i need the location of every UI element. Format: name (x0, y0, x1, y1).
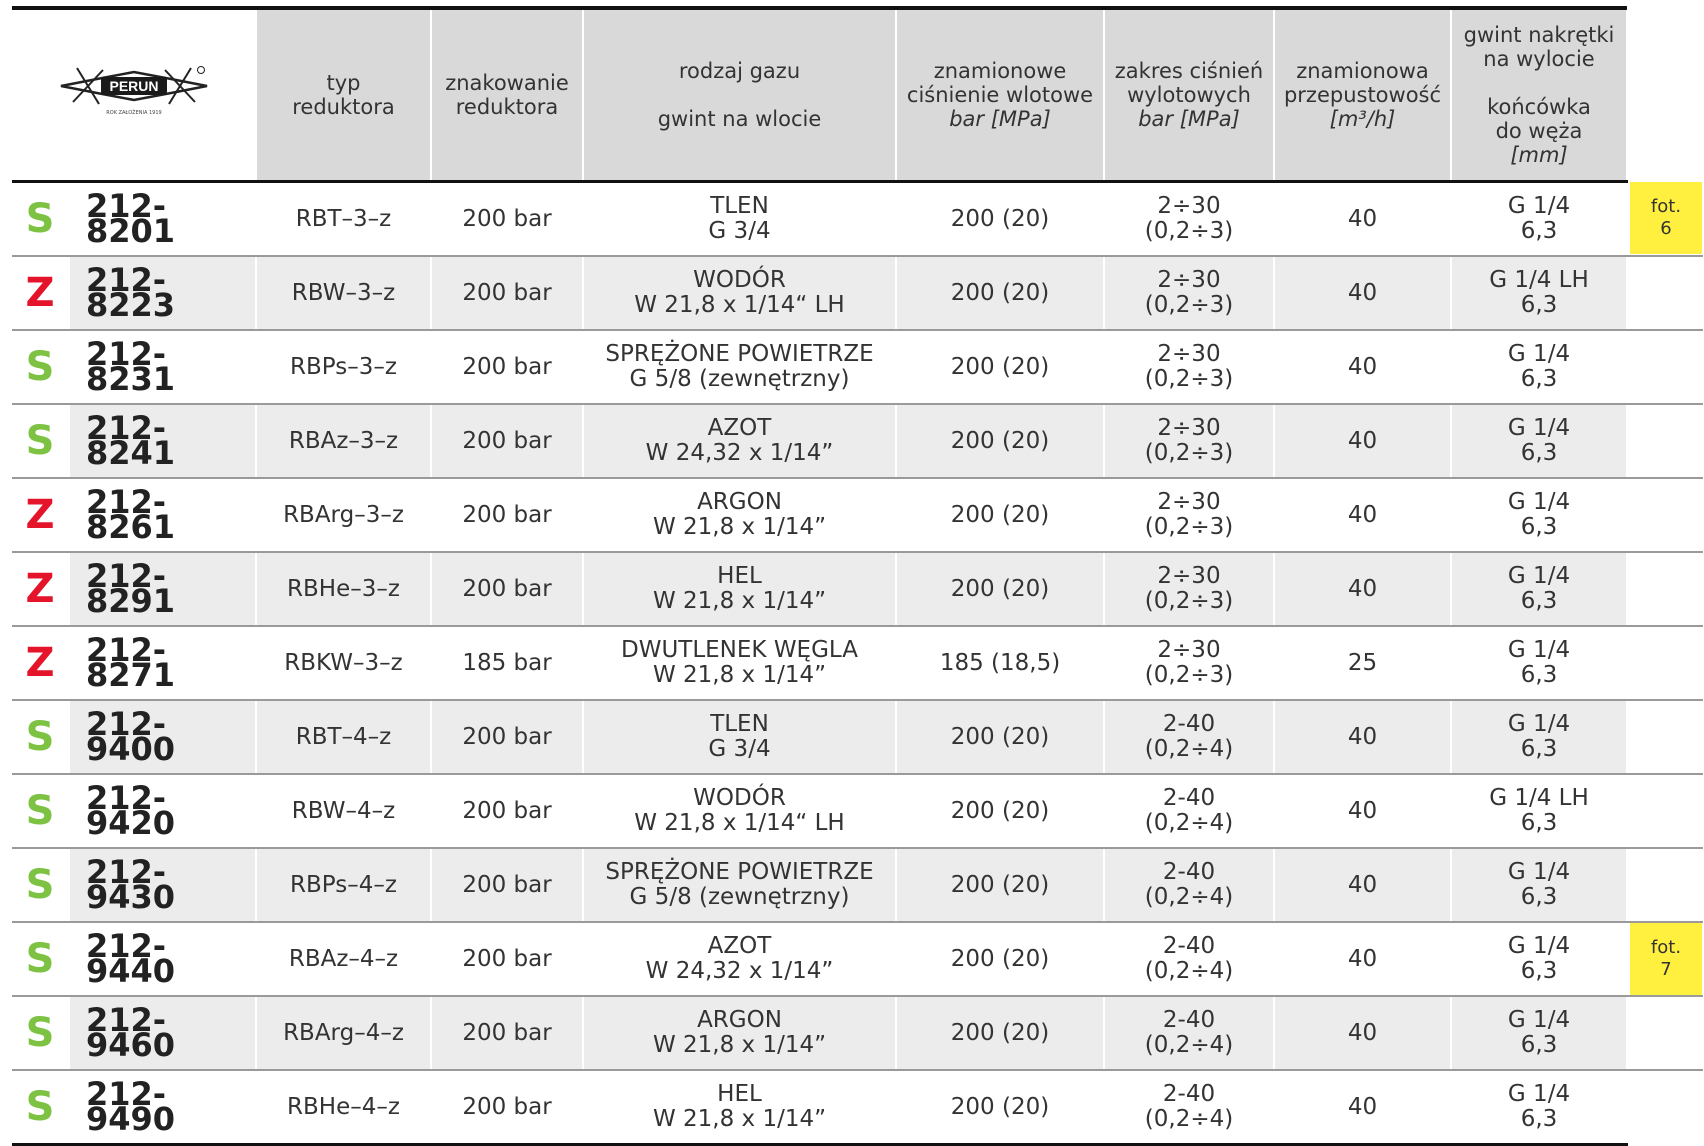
outlet-nut-thread: G 1/4 (1507, 341, 1571, 367)
availability-mark: S (25, 936, 55, 982)
regulator-marking: 200 bar (431, 478, 583, 552)
outlet-range-mpa: (0,2÷4) (1144, 810, 1234, 836)
availability-mark: S (25, 1010, 55, 1056)
outlet-range-mpa: (0,2÷4) (1144, 884, 1234, 910)
product-code: 212-8291 (69, 552, 256, 626)
hose-nozzle-size: 6,3 (1520, 292, 1558, 318)
outlet-range-mpa: (0,2÷3) (1144, 514, 1234, 540)
availability-mark: Z (25, 270, 55, 316)
inlet-pressure: 200 (20) (896, 1070, 1104, 1145)
product-code: 212-9490 (69, 1070, 256, 1145)
gas-type-cell (583, 774, 896, 848)
photo-note-cell (1627, 996, 1703, 1070)
logo-cell (12, 10, 256, 182)
availability-mark-cell (12, 182, 69, 257)
regulator-type: RBW–3–z (256, 256, 431, 330)
photo-note-badge (1630, 182, 1702, 254)
photo-note-cell (1627, 922, 1703, 996)
nominal-flow: 40 (1274, 552, 1451, 626)
col-header-typ: typ reduktora (256, 10, 431, 182)
availability-mark-cell (12, 1070, 69, 1145)
gas-name: HEL (717, 563, 762, 589)
col-header-rodzaj-gazu: rodzaj gazu gwint na wlocie (583, 10, 896, 182)
inlet-pressure: 200 (20) (896, 182, 1104, 257)
table-row (12, 996, 1703, 1070)
inlet-pressure: 200 (20) (896, 404, 1104, 478)
product-code: 212-8271 (69, 626, 256, 700)
logo-tagline: ROK ZAŁOŻENIA 1919 (105, 110, 162, 116)
product-code: 212-8261 (69, 478, 256, 552)
photo-note-cell (1627, 256, 1703, 330)
product-code: 212-8241 (69, 404, 256, 478)
regulator-marking: 200 bar (431, 330, 583, 404)
product-code: 212-9420 (69, 774, 256, 848)
outlet-range-bar: 2-40 (1162, 711, 1216, 737)
photo-note-cell (1627, 404, 1703, 478)
outlet-nut-thread: G 1/4 (1507, 711, 1571, 737)
photo-note-cell (1627, 478, 1703, 552)
gas-name: HEL (717, 1081, 762, 1107)
inlet-pressure: 185 (18,5) (896, 626, 1104, 700)
inlet-pressure: 200 (20) (896, 922, 1104, 996)
availability-mark-cell (12, 996, 69, 1070)
gas-type-cell (583, 700, 896, 774)
hose-nozzle-size: 6,3 (1520, 662, 1558, 688)
outlet-range-bar: 2-40 (1162, 933, 1216, 959)
regulator-marking: 200 bar (431, 848, 583, 922)
photo-note-cell (1627, 330, 1703, 404)
outlet-nut-thread: G 1/4 (1507, 415, 1571, 441)
regulator-marking: 200 bar (431, 774, 583, 848)
outlet-range-mpa: (0,2÷4) (1144, 736, 1234, 762)
inlet-thread: W 24,32 x 1/14” (645, 958, 834, 984)
gas-type-cell (583, 182, 896, 257)
hose-nozzle-size: 6,3 (1520, 810, 1558, 836)
inlet-thread: W 24,32 x 1/14” (645, 440, 834, 466)
product-code: 212-9430 (69, 848, 256, 922)
gas-type-cell (583, 330, 896, 404)
regulator-marking: 200 bar (431, 996, 583, 1070)
hose-nozzle-size: 6,3 (1520, 218, 1558, 244)
note-header (1627, 10, 1703, 182)
nominal-flow: 40 (1274, 182, 1451, 257)
nominal-flow: 40 (1274, 1070, 1451, 1145)
inlet-pressure: 200 (20) (896, 700, 1104, 774)
hose-nozzle-size: 6,3 (1520, 1106, 1558, 1132)
gas-name: DWUTLENEK WĘGLA (621, 637, 858, 663)
regulator-type: RBPs–4–z (256, 848, 431, 922)
gas-type-cell (583, 848, 896, 922)
regulator-type: RBHe–3–z (256, 552, 431, 626)
outlet-range-mpa: (0,2÷4) (1144, 1106, 1234, 1132)
inlet-pressure: 200 (20) (896, 848, 1104, 922)
product-code: 212-9400 (69, 700, 256, 774)
perun-logo (59, 62, 209, 128)
gas-name: AZOT (707, 933, 772, 959)
availability-mark-cell (12, 478, 69, 552)
inlet-pressure: 200 (20) (896, 478, 1104, 552)
nominal-flow: 40 (1274, 922, 1451, 996)
outlet-range-cell (1104, 774, 1274, 848)
outlet-range-cell (1104, 404, 1274, 478)
gas-name: WODÓR (693, 785, 786, 811)
gas-type-cell (583, 256, 896, 330)
regulator-marking: 200 bar (431, 404, 583, 478)
perun-logo-icon (59, 62, 209, 128)
nominal-flow: 40 (1274, 404, 1451, 478)
outlet-nut-thread: G 1/4 (1507, 1081, 1571, 1107)
regulator-marking: 200 bar (431, 256, 583, 330)
outlet-range-bar: 2-40 (1162, 785, 1216, 811)
photo-note-cell (1627, 552, 1703, 626)
hose-nozzle-size: 6,3 (1520, 366, 1558, 392)
outlet-nut-thread: G 1/4 (1507, 193, 1571, 219)
inlet-pressure: 200 (20) (896, 774, 1104, 848)
gas-type-cell (583, 922, 896, 996)
outlet-nut-cell (1451, 404, 1627, 478)
availability-mark: Z (25, 566, 55, 612)
photo-note-badge (1630, 923, 1702, 995)
photo-note-cell (1627, 700, 1703, 774)
gas-type-cell (583, 1070, 896, 1145)
availability-mark-cell (12, 330, 69, 404)
nominal-flow: 25 (1274, 626, 1451, 700)
outlet-range-bar: 2-40 (1162, 1007, 1216, 1033)
col-header-gwint-nakretki: gwint nakrętki na wylocie końcówka do węża [mm] (1451, 10, 1627, 182)
regulator-type: RBT–3–z (256, 182, 431, 257)
table-header (12, 10, 1703, 182)
nominal-flow: 40 (1274, 330, 1451, 404)
regulator-marking: 200 bar (431, 182, 583, 257)
outlet-nut-cell (1451, 848, 1627, 922)
outlet-nut-cell (1451, 996, 1627, 1070)
inlet-thread: W 21,8 x 1/14“ LH (634, 292, 845, 318)
inlet-thread: G 3/4 (708, 736, 771, 762)
hose-nozzle-size: 6,3 (1520, 736, 1558, 762)
inlet-thread: W 21,8 x 1/14“ LH (634, 810, 845, 836)
table-row (12, 774, 1703, 848)
availability-mark-cell (12, 700, 69, 774)
outlet-nut-cell (1451, 182, 1627, 257)
product-code: 212-8223 (69, 256, 256, 330)
photo-note-number: 7 (1660, 959, 1672, 980)
outlet-range-cell (1104, 996, 1274, 1070)
hose-nozzle-size: 6,3 (1520, 958, 1558, 984)
outlet-nut-thread: G 1/4 LH (1489, 785, 1589, 811)
regulator-type: RBT–4–z (256, 700, 431, 774)
hose-nozzle-size: 6,3 (1520, 884, 1558, 910)
outlet-range-bar: 2÷30 (1157, 193, 1221, 219)
gas-type-cell (583, 478, 896, 552)
table-row (12, 182, 1703, 257)
availability-mark-cell (12, 922, 69, 996)
outlet-range-bar: 2÷30 (1157, 341, 1221, 367)
availability-mark: S (25, 418, 55, 464)
availability-mark-cell (12, 848, 69, 922)
outlet-range-cell (1104, 922, 1274, 996)
photo-note-cell (1627, 774, 1703, 848)
outlet-range-bar: 2-40 (1162, 1081, 1216, 1107)
outlet-range-mpa: (0,2÷3) (1144, 440, 1234, 466)
outlet-range-bar: 2÷30 (1157, 415, 1221, 441)
col-header-znakowanie: znakowanie reduktora (431, 10, 583, 182)
availability-mark: S (25, 196, 55, 242)
col-header-zakres: zakres ciśnień wylotowych bar [MPa] (1104, 10, 1274, 182)
gas-name: AZOT (707, 415, 772, 441)
table-row (12, 552, 1703, 626)
inlet-thread: G 5/8 (zewnętrzny) (629, 366, 850, 392)
table-row (12, 922, 1703, 996)
availability-mark: S (25, 1084, 55, 1130)
gas-name: TLEN (710, 193, 769, 219)
table-row (12, 1070, 1703, 1145)
availability-mark-cell (12, 256, 69, 330)
regulator-type: RBAz–3–z (256, 404, 431, 478)
regulator-marking: 185 bar (431, 626, 583, 700)
outlet-range-cell (1104, 478, 1274, 552)
gas-type-cell (583, 552, 896, 626)
inlet-pressure: 200 (20) (896, 256, 1104, 330)
inlet-thread: G 3/4 (708, 218, 771, 244)
hose-nozzle-size: 6,3 (1520, 514, 1558, 540)
inlet-thread: W 21,8 x 1/14” (652, 514, 827, 540)
gas-type-cell (583, 996, 896, 1070)
table-row (12, 330, 1703, 404)
nominal-flow: 40 (1274, 700, 1451, 774)
hose-nozzle-size: 6,3 (1520, 1032, 1558, 1058)
outlet-range-cell (1104, 1070, 1274, 1145)
outlet-nut-cell (1451, 1070, 1627, 1145)
photo-note-label: fot. (1650, 937, 1682, 958)
inlet-thread: W 21,8 x 1/14” (652, 1032, 827, 1058)
hose-nozzle-size: 6,3 (1520, 588, 1558, 614)
gas-name: ARGON (697, 1007, 782, 1033)
hose-nozzle-size: 6,3 (1520, 440, 1558, 466)
outlet-range-mpa: (0,2÷4) (1144, 958, 1234, 984)
product-code: 212-8231 (69, 330, 256, 404)
regulator-marking: 200 bar (431, 1070, 583, 1145)
product-code: 212-8201 (69, 182, 256, 257)
photo-note-cell (1627, 848, 1703, 922)
regulator-type: RBPs–3–z (256, 330, 431, 404)
regulator-marking: 200 bar (431, 552, 583, 626)
availability-mark-cell (12, 404, 69, 478)
logo-brand-text: PERUN (108, 78, 159, 94)
inlet-thread: W 21,8 x 1/14” (652, 1106, 827, 1132)
regulator-marking: 200 bar (431, 700, 583, 774)
availability-mark-cell (12, 774, 69, 848)
outlet-nut-thread: G 1/4 (1507, 637, 1571, 663)
outlet-range-mpa: (0,2÷3) (1144, 662, 1234, 688)
availability-mark: S (25, 788, 55, 834)
nominal-flow: 40 (1274, 774, 1451, 848)
inlet-thread: W 21,8 x 1/14” (652, 662, 827, 688)
availability-mark: S (25, 862, 55, 908)
regulator-marking: 200 bar (431, 922, 583, 996)
outlet-range-mpa: (0,2÷3) (1144, 218, 1234, 244)
gas-type-cell (583, 626, 896, 700)
table-row (12, 848, 1703, 922)
gas-name: SPRĘŻONE POWIETRZE (605, 341, 874, 367)
outlet-nut-cell (1451, 256, 1627, 330)
availability-mark: S (25, 714, 55, 760)
col-header-cisnienie: znamionowe ciśnienie wlotowe bar [MPa] (896, 10, 1104, 182)
nominal-flow: 40 (1274, 478, 1451, 552)
outlet-range-bar: 2÷30 (1157, 637, 1221, 663)
col-header-przepustowosc: znamionowa przepustowość [m³/h] (1274, 10, 1451, 182)
outlet-nut-cell (1451, 552, 1627, 626)
outlet-nut-thread: G 1/4 (1507, 933, 1571, 959)
outlet-range-cell (1104, 848, 1274, 922)
availability-mark-cell (12, 626, 69, 700)
outlet-range-mpa: (0,2÷3) (1144, 366, 1234, 392)
regulator-type: RBAz–4–z (256, 922, 431, 996)
outlet-range-bar: 2÷30 (1157, 563, 1221, 589)
outlet-range-bar: 2-40 (1162, 859, 1216, 885)
table-row (12, 478, 1703, 552)
inlet-pressure: 200 (20) (896, 996, 1104, 1070)
availability-mark: Z (25, 640, 55, 686)
regulator-type: RBArg–4–z (256, 996, 431, 1070)
gas-name: TLEN (710, 711, 769, 737)
table-row (12, 700, 1703, 774)
outlet-nut-cell (1451, 922, 1627, 996)
outlet-nut-cell (1451, 330, 1627, 404)
table-row (12, 404, 1703, 478)
outlet-range-cell (1104, 552, 1274, 626)
outlet-nut-cell (1451, 700, 1627, 774)
outlet-nut-cell (1451, 478, 1627, 552)
outlet-range-bar: 2÷30 (1157, 267, 1221, 293)
photo-note-cell (1627, 1070, 1703, 1145)
outlet-range-mpa: (0,2÷3) (1144, 292, 1234, 318)
gas-name: WODÓR (693, 267, 786, 293)
outlet-nut-cell (1451, 626, 1627, 700)
availability-mark: S (25, 344, 55, 390)
outlet-range-cell (1104, 700, 1274, 774)
regulator-type: RBKW–3–z (256, 626, 431, 700)
photo-note-label: fot. (1650, 196, 1682, 218)
outlet-nut-thread: G 1/4 (1507, 859, 1571, 885)
regulator-type: RBArg–3–z (256, 478, 431, 552)
product-code: 212-9440 (69, 922, 256, 996)
outlet-range-cell (1104, 330, 1274, 404)
regulator-type: RBW–4–z (256, 774, 431, 848)
nominal-flow: 40 (1274, 848, 1451, 922)
outlet-range-cell (1104, 256, 1274, 330)
inlet-pressure: 200 (20) (896, 552, 1104, 626)
outlet-range-cell (1104, 182, 1274, 257)
regulator-type: RBHe–4–z (256, 1070, 431, 1145)
gas-name: ARGON (697, 489, 782, 515)
outlet-range-mpa: (0,2÷4) (1144, 1032, 1234, 1058)
outlet-nut-thread: G 1/4 LH (1489, 267, 1589, 293)
outlet-nut-thread: G 1/4 (1507, 1007, 1571, 1033)
gas-name: SPRĘŻONE POWIETRZE (605, 859, 874, 885)
inlet-thread: G 5/8 (zewnętrzny) (629, 884, 850, 910)
outlet-nut-thread: G 1/4 (1507, 489, 1571, 515)
nominal-flow: 40 (1274, 996, 1451, 1070)
photo-note-cell (1627, 182, 1703, 257)
inlet-pressure: 200 (20) (896, 330, 1104, 404)
regulator-spec-table (12, 6, 1703, 1146)
product-code: 212-9460 (69, 996, 256, 1070)
table-row (12, 626, 1703, 700)
outlet-nut-cell (1451, 774, 1627, 848)
outlet-range-cell (1104, 626, 1274, 700)
nominal-flow: 40 (1274, 256, 1451, 330)
availability-mark: Z (25, 492, 55, 538)
inlet-thread: W 21,8 x 1/14” (652, 588, 827, 614)
outlet-nut-thread: G 1/4 (1507, 563, 1571, 589)
photo-note-cell (1627, 626, 1703, 700)
gas-type-cell (583, 404, 896, 478)
outlet-range-mpa: (0,2÷3) (1144, 588, 1234, 614)
availability-mark-cell (12, 552, 69, 626)
table-row (12, 256, 1703, 330)
photo-note-number: 6 (1660, 218, 1672, 240)
outlet-range-bar: 2÷30 (1157, 489, 1221, 515)
